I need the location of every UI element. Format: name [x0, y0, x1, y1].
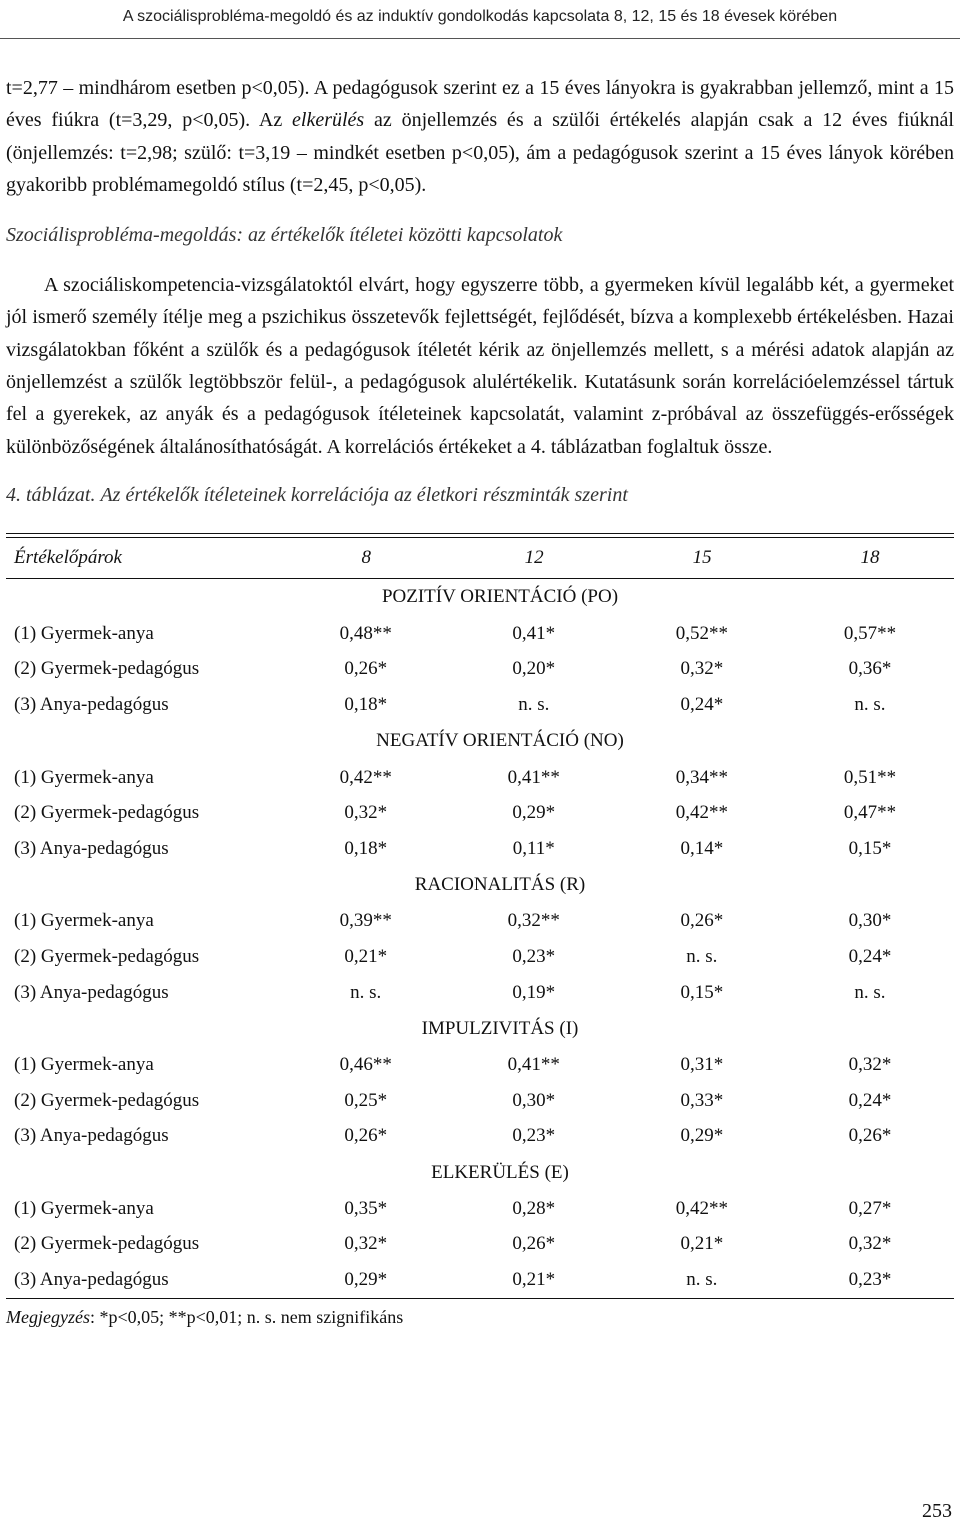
table-row [6, 1262, 954, 1298]
table-cell: 0,26* [512, 1233, 556, 1255]
table-cell: 0,33* [680, 1089, 724, 1111]
table-cell: 0,32* [680, 658, 724, 680]
table-row [6, 831, 954, 867]
header-age-12: 12 [524, 546, 544, 568]
table-cell: n. s. [686, 945, 718, 967]
table-section-row [6, 1010, 954, 1047]
paragraph-1-italic-term: elkerülés [292, 109, 365, 132]
table-bottom-rule [6, 1298, 954, 1299]
table-cell: 0,23* [512, 1125, 556, 1147]
table-cell: n. s. [518, 693, 550, 715]
table-cell: 0,21* [680, 1233, 724, 1255]
table-row [6, 939, 954, 975]
table-cell: 0,32* [848, 1233, 892, 1255]
table-cell: 0,21* [512, 1269, 556, 1291]
table-cell: 0,51** [843, 766, 897, 788]
row-label: (1) Gyermek-anya [14, 1197, 154, 1219]
row-label: (1) Gyermek-anya [14, 1054, 154, 1076]
table-cell: 0,15* [848, 837, 892, 859]
paragraph-1-text-b: az önjellemzés és a szülői értékelés alapján csak a 12 éves fiúknál (önjellemzés: t=2,98; szülő: t=3,19 – mindkét esetben p<0,05), ám a pedagógusok szerint a 15 éves lányok körében gyakoribb problémamegoldó stílus (t=2,45, p<0,05). [6, 109, 954, 196]
header-age-15: 15 [692, 546, 712, 568]
table-section-row [6, 867, 954, 904]
row-label: (2) Gyermek-pedagógus [14, 1233, 200, 1255]
header-age-8: 8 [361, 546, 371, 568]
table-cell: 0,42** [675, 802, 728, 824]
table-note [6, 1303, 954, 1331]
row-label: (3) Anya-pedagógus [14, 837, 169, 859]
table-cell: 0,29* [344, 1269, 388, 1291]
table-cell: 0,46** [339, 1054, 392, 1076]
table-cell: 0,26* [680, 910, 724, 932]
table-row [6, 1227, 954, 1263]
table-cell: 0,41** [507, 766, 560, 788]
row-label: (1) Gyermek-anya [14, 622, 154, 644]
paragraph-2: A szociáliskompetencia-vizsgálatoktól elvárt, hogy egyszerre több, a gyermeken kívül legalább két, a gyermeket jól ismerő személy ítélje meg a pszichikus összetevők fejlettségét, fejlődését, bízva a komplexebb értékelésben. Hazai vizsgálatokban főként a szülők és a pedagógusok ítéletét kérik az önjellemzés mellett, s a mérési adatok alapján az önjellemzést a szülők legtöbbször felül-, a pedagógusok alulértékelik. Kutatásunk során korrelációelemzéssel tártuk fel a gyerekek, az anyák és a pedagógusok ítéleteinek kapcsolatát, valamint z-próbával az összefüggés-erősségek különbözőségének általánosíthatóságát. A korrelációs értékeket a 4. táblázatban foglaltuk össze. [6, 274, 954, 458]
table-cell: 0,24* [848, 1089, 892, 1111]
section-heading: POZITÍV ORIENTÁCIÓ (PO) [381, 586, 619, 608]
table-cell: 0,23* [848, 1269, 892, 1291]
table-cell: 0,52** [675, 622, 728, 644]
table-cell: 0,32* [344, 802, 388, 824]
table-caption [6, 479, 954, 511]
table-cell: 0,27* [848, 1197, 892, 1219]
table-row [6, 616, 954, 652]
table-section-row [6, 579, 954, 616]
table-row [6, 687, 954, 723]
row-label: (3) Anya-pedagógus [14, 693, 169, 715]
table-cell: n. s. [350, 981, 382, 1003]
table-cell: 0,30* [512, 1089, 556, 1111]
table-cell: 0,39** [339, 910, 392, 932]
table-cell: 0,18* [344, 837, 388, 859]
table-cell: 0,14* [680, 837, 724, 859]
table-cell: 0,18* [344, 693, 388, 715]
table-header-row [6, 538, 954, 578]
table-row [6, 795, 954, 831]
correlation-table-body [6, 579, 954, 1298]
table-row [6, 1119, 954, 1155]
table-cell: 0,35* [344, 1197, 388, 1219]
row-label: (2) Gyermek-pedagógus [14, 658, 200, 680]
note-text: : *p<0,05; **p<0,01; n. s. nem szignifikáns [89, 1306, 404, 1327]
table-cell: 0,31* [680, 1054, 724, 1076]
table-cell: 0,32* [344, 1233, 388, 1255]
table-cell: n. s. [854, 981, 886, 1003]
table-row [6, 1083, 954, 1119]
running-head: A szociálisprobléma-megoldó és az induktív gondolkodás kapcsolata 8, 12, 15 és 18 évesek körében [122, 8, 838, 25]
table-row [6, 1047, 954, 1083]
table-cell: 0,29* [680, 1125, 724, 1147]
table-cell: 0,11* [512, 837, 555, 859]
table-section-row [6, 723, 954, 760]
header-pairs: Értékelőpárok [14, 546, 122, 568]
table-cell: n. s. [854, 693, 886, 715]
section-heading: ELKERÜLÉS (E) [431, 1161, 569, 1183]
section-title: Szociálisprobléma-megoldás: az értékelők ítéletei közötti kapcsolatok [6, 224, 563, 247]
row-label: (3) Anya-pedagógus [14, 1125, 169, 1147]
table-row [6, 975, 954, 1011]
table-cell: 0,41* [512, 622, 556, 644]
table-cell: 0,48** [339, 622, 392, 644]
table-cell: 0,24* [680, 693, 724, 715]
table-cell: 0,42** [675, 1197, 728, 1219]
table-cell: 0,32* [848, 1054, 892, 1076]
row-label: (2) Gyermek-pedagógus [14, 1089, 200, 1111]
table-cell: 0,36* [848, 658, 892, 680]
table-cell: 0,47** [843, 802, 897, 824]
table-row [6, 652, 954, 688]
table-cell: 0,15* [680, 981, 724, 1003]
table-cell: 0,29* [512, 802, 556, 824]
row-label: (3) Anya-pedagógus [14, 981, 169, 1003]
row-label: (2) Gyermek-pedagógus [14, 945, 200, 967]
table-cell: 0,28* [512, 1197, 556, 1219]
table-cell: 0,26* [848, 1125, 892, 1147]
section-heading: NEGATÍV ORIENTÁCIÓ (NO) [376, 730, 624, 752]
table-cell: 0,19* [512, 981, 556, 1003]
note-label: Megjegyzés [6, 1306, 90, 1327]
row-label: (3) Anya-pedagógus [14, 1269, 169, 1291]
table-cell: 0,24* [848, 945, 892, 967]
section-heading: RACIONALITÁS (R) [414, 874, 586, 896]
table-number: 4. táblázat. [6, 483, 96, 506]
table-cell: 0,42** [339, 766, 392, 788]
table-cell: 0,32** [507, 910, 560, 932]
table-cell: 0,57** [843, 622, 897, 644]
paragraph-1 [6, 72, 954, 201]
table-cell: n. s. [686, 1269, 718, 1291]
table-title: Az értékelők ítéleteinek korrelációja az életkori részminták szerint [100, 483, 628, 506]
table-cell: 0,41** [507, 1054, 560, 1076]
page-number: 253 [922, 1500, 952, 1522]
table-cell: 0,25* [344, 1089, 388, 1111]
table-row [6, 760, 954, 796]
table-section-row [6, 1154, 954, 1191]
row-label: (1) Gyermek-anya [14, 910, 154, 932]
table-cell: 0,26* [344, 658, 388, 680]
table-cell: 0,34** [675, 766, 728, 788]
table-cell: 0,30* [848, 910, 892, 932]
paragraph-1-text-a: t=2,77 – mindhárom esetben p<0,05). A pedagógusok szerint ez a 15 éves lányokra is gyakrabban jellemző, mint a 15 éves fiúkra (t=3,29, p<0,05). Az [6, 77, 954, 132]
table-cell: 0,20* [512, 658, 556, 680]
row-label: (1) Gyermek-anya [14, 766, 154, 788]
table-cell: 0,26* [344, 1125, 388, 1147]
header-age-18: 18 [860, 546, 880, 568]
table-row [6, 1191, 954, 1227]
table-cell: 0,21* [344, 945, 388, 967]
table-cell: 0,23* [512, 945, 556, 967]
section-heading: IMPULZIVITÁS (I) [421, 1017, 579, 1039]
page-content [6, 72, 954, 1331]
table-row [6, 904, 954, 940]
row-label: (2) Gyermek-pedagógus [14, 802, 200, 824]
correlation-table [6, 538, 954, 578]
header-rule [0, 38, 960, 39]
